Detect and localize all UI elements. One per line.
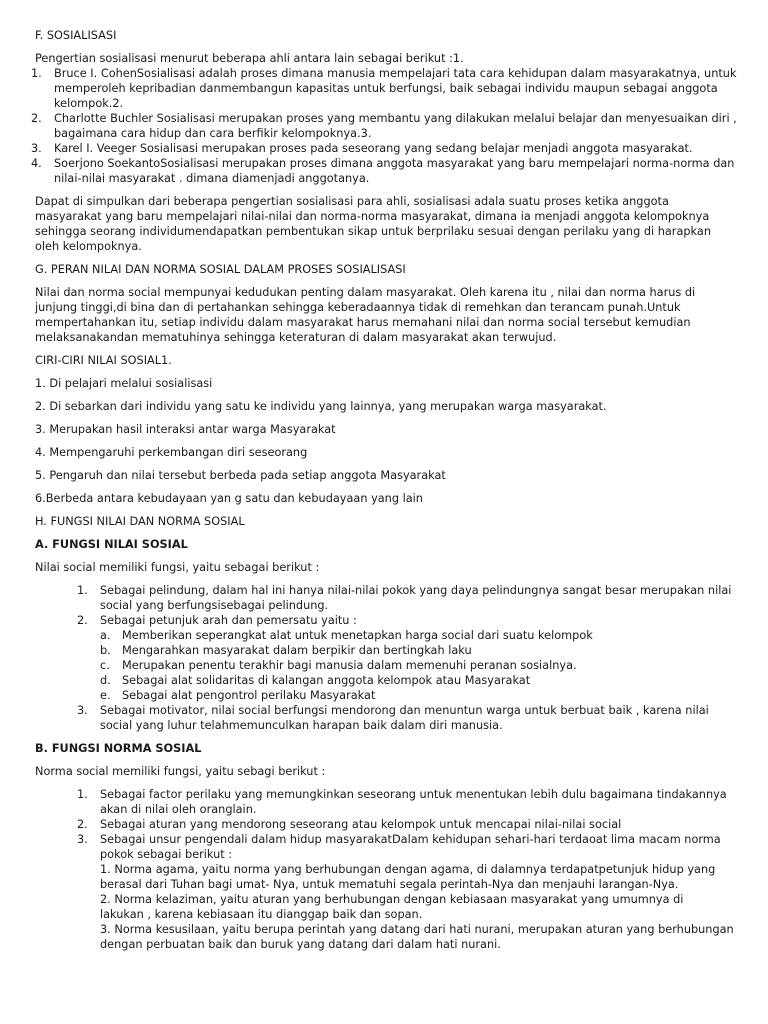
sub-list (100, 628, 738, 703)
ciri-item: 5. Pengaruh dan nilai tersebut berbeda pada setiap anggota Masyarakat (35, 469, 446, 482)
section-g-heading: G. PERAN NILAI DAN NORMA SOSIAL DALAM PROSES SOSIALISASI (35, 263, 406, 276)
fungsi-nilai-heading: A. FUNGSI NILAI SOSIAL (35, 538, 188, 551)
sub-list-item: d. Sebagai alat solidaritas di kalangan anggota kelompok atau Masyarakat (100, 674, 531, 687)
norm-item: 1. Norma agama, yaitu norma yang berhubungan dengan agama, di dalamnya terdapatpetunjuk hidup yang berasal dari Tuhan bagi umat- Nya, untuk mematuhi segala perintah-Nya dan menjauhi larangan-Nya. (100, 863, 716, 891)
section-g-paragraph: Nilai dan norma social mempunyai kedudukan penting dalam masyarakat. Oleh karena itu , nilai dan norma harus di junjung tinggi,di bina dan di pertahankan sehingga keberadaannya tidak di remehkan dan terancam punah.Untuk mempertahankan itu, setiap individu dalam masyarakat harus memahani nilai dan norma social tersebut kemudian melaksanakandan mematuhinya sehingga keteraturan di dalam masyarakat akan terwujud. (35, 286, 696, 344)
list-item: 3. Sebagai unsur pengendali dalam hidup masyarakatDalam kehidupan sehari-hari terdaoat lima macam norma pokok sebagai berikut : 1. Norma agama, yaitu norma yang berhubungan dengan agama, di dalamnya terdapatpetunjuk hidup yang berasal dari Tuhan bagi umat- Nya, untuk mematuhi segala perintah-Nya dan menjauhi larangan-Nya. 2. Norma kelaziman, yaitu aturan yang berhubungan dengan kebiasaan masyarakat yang umumnya di lakukan , karena kebiasaan itu dianggap baik dan sopan. 3. Norma kesusilaan, yaitu berupa perintah yang datang dari hati nurani, merupakan aturan yang berhubungan dengan perbuatan baik dan buruk yang datang dari dalam hati nurani. (81, 832, 738, 952)
norm-item: 2. Norma kelaziman, yaitu aturan yang berhubungan dengan kebiasaan masyarakat yang umumnya di (100, 893, 684, 906)
definition-item: 2. Charlotte Buchler Sosialisasi merupakan proses yang membantu yang dilakukan melalui belajar dan menyesuaikan diri , bagaimana cara hidup dan cara berfikir kelompoknya.3. (31, 112, 737, 140)
ciri-item: 3. Merupakan hasil interaksi antar warga Masyarakat (35, 423, 336, 436)
ciri-item: 2. Di sebarkan dari individu yang satu ke individu yang lainnya, yang merupakan warga masyarakat. (35, 400, 607, 413)
ciri-item: 6.Berbeda antara kebudayaan yan g satu dan kebudayaan yang lain (35, 492, 423, 505)
norm-item: 3. Norma kesusilaan, yaitu berupa perintah yang datang dari hati nurani, merupakan aturan yang berhubungan dengan perbuatan baik dan buruk yang datang dari dalam hati nurani. (100, 923, 734, 951)
section-f-heading: F. SOSIALISASI (35, 29, 117, 42)
list-item: 2. Sebagai aturan yang mendorong seseorang atau kelompok untuk mencapai nilai-nilai social (77, 818, 622, 831)
definitions-list (31, 66, 738, 186)
definition-item: 1. Bruce I. CohenSosialisasi adalah proses dimana manusia mempelajari tata cara kehidupan dalam masyarakatnya, untuk memperoleh kepribadian danmembangun kapasitas untuk berfungsi, baik sebagai individu maupun sebagai anggota kelompok.2. (31, 67, 737, 110)
definition-item: 4. Soerjono SoekantoSosialisasi merupakan proses dimana anggota masyarakat yang baru mempelajari norma-norma dan nilai-nilai masyarakat . dimana diamenjadi anggotanya. (31, 157, 735, 185)
list-item: 1. Sebagai factor perilaku yang memungkinkan seseorang untuk menentukan lebih dulu bagaimana tindakannya akan di nilai oleh oranglain. (77, 788, 727, 816)
norm-item: lakukan , karena kebiasaan itu dianggap baik dan sopan. (100, 908, 423, 921)
list-item: 1. Sebagai pelindung, dalam hal ini hanya nilai-nilai pokok yang daya pelindungnya sangat besar merupakan nilai social yang berfungsisebagai pelindung. (77, 584, 732, 612)
list-item: 2. Sebagai petunjuk arah dan pemersatu yaitu : a. Memberikan seperangkat alat untuk menetapkan harga social dari suatu kelompok b. Mengarahkan masyarakat dalam berpikir dan bertingkah laku c. Merupakan penentu terakhir bagi manusia dalam memenuhi peranan sosialnya. d. Sebagai alat solidaritas di kalangan anggota kelompok atau Masyarakat e. Sebagai alat pengontrol perilaku Masyarakat (81, 613, 738, 703)
fungsi-norma-heading: B. FUNGSI NORMA SOSIAL (35, 742, 202, 755)
sub-list-item: e. Sebagai alat pengontrol perilaku Masyarakat (100, 689, 376, 702)
section-f-intro: Pengertian sosialisasi menurut beberapa ahli antara lain sebagai berikut :1. (35, 52, 464, 65)
fungsi-norma-intro: Norma social memiliki fungsi, yaitu sebagi berikut : (35, 765, 326, 778)
sub-list-item: a. Memberikan seperangkat alat untuk menetapkan harga social dari suatu kelompok (100, 629, 593, 642)
fungsi-nilai-list (35, 583, 738, 733)
definition-item: 3. Karel I. Veeger Sosialisasi merupakan proses pada seseorang yang sedang belajar menjadi anggota masyarakat. (31, 142, 693, 155)
ciri-heading: CIRI-CIRI NILAI SOSIAL1. (35, 354, 172, 367)
fungsi-nilai-intro: Nilai social memiliki fungsi, yaitu sebagai berikut : (35, 561, 320, 574)
section-f-conclusion: Dapat di simpulkan dari beberapa pengertian sosialisasi para ahli, sosialisasi adala suatu proses ketika anggota masyarakat yang baru mempelajari nilai-nilai dan norma-norma masyarakat, dimana ia menjadi anggota kelompoknya sehingga seorang individumendapatkan pembentukan sikap untuk berprilaku sesuai dengan perilaku yang di harapkan oleh kelompoknya. (35, 195, 711, 253)
ciri-item: 4. Mempengaruhi perkembangan diri seseorang (35, 446, 308, 459)
fungsi-norma-list (35, 787, 738, 952)
sub-list-item: c. Merupakan penentu terakhir bagi manusia dalam memenuhi peranan sosialnya. (100, 659, 577, 672)
ciri-item: 1. Di pelajari melalui sosialisasi (35, 377, 213, 390)
sub-list-item: b. Mengarahkan masyarakat dalam berpikir dan bertingkah laku (100, 644, 472, 657)
list-item: 3. Sebagai motivator, nilai social berfungsi mendorong dan menuntun warga untuk berbuat baik , karena nilai social yang luhur telahmemunculkan harapan baik dalam diri manusia. (77, 704, 709, 732)
section-h-heading: H. FUNGSI NILAI DAN NORMA SOSIAL (35, 515, 245, 528)
